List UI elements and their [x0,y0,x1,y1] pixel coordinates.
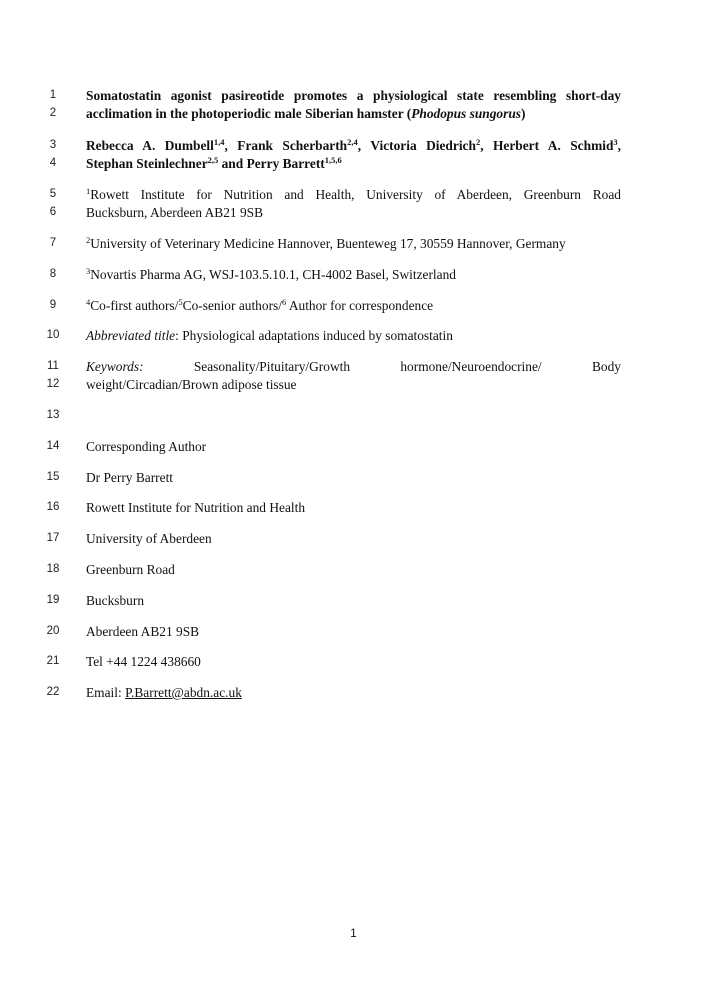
affiliation-1-line-1: $^1$Rowett Institute for Nutrition and Health, University of Aberdeen, Greenburn Road [86,186,621,202]
email-link[interactable]: P.Barrett@abdn.ac.uk [125,685,242,700]
line-number: 14 [46,440,60,452]
line-number: 1 [49,89,57,101]
title-line-1: Somatostatin agonist pasireotide promotes a physiological state resembling short-day [86,88,621,103]
line-number: 18 [46,563,60,575]
line-number: 19 [46,594,60,606]
abbreviated-title: Abbreviated title: Physiological adaptations induced by somatostatin [86,328,453,343]
author-name: Stephan Steinlechner [86,156,208,171]
correspondent-institute: Rowett Institute for Nutrition and Health [86,500,306,515]
line-number: 15 [46,471,60,483]
keywords-label: Keywords: [86,359,144,374]
keywords-line-2: weight/Circadian/Brown adipose tissue [86,377,297,392]
line-number: 2 [49,107,57,119]
line-number: 8 [49,268,57,280]
line-number: 6 [49,206,57,218]
species-name: Phodopus sungorus [411,106,521,121]
line-number: 21 [46,655,60,667]
author-name: Victoria Diedrich [370,138,476,153]
correspondent-name: Dr Perry Barrett [86,470,174,485]
correspondent-street: Greenburn Road [86,562,175,577]
page-number: 1 [350,928,357,940]
corresponding-author-heading: Corresponding Author [86,439,207,454]
affiliation-2: $^2$University of Veterinary Medicine Hannover, Buenteweg 17, 30559 Hannover, Germany [86,235,566,251]
line-number: 20 [46,625,60,637]
line-number: 3 [49,139,57,151]
line-number: 13 [46,409,60,421]
author-name: Frank Scherbarth [237,138,348,153]
line-number: 12 [46,378,60,390]
line-number: 9 [49,299,57,311]
correspondent-district: Bucksburn [86,593,145,608]
author-name: Perry Barrett [246,156,325,171]
line-number: 16 [46,501,60,513]
keywords-line-1: Keywords: Seasonality/Pituitary/Growth hormone/Neuroendocrine/ Body [86,359,621,374]
line-number: 10 [46,329,60,341]
line-number: 7 [49,237,57,249]
authors-line-2: Stephan Steinlechner$^{2,5}$ and Perry Barrett$^{1,5,6}$ [86,155,342,171]
author-name: Herbert A. Schmid [492,138,614,153]
correspondent-email-line: Email: P.Barrett@abdn.ac.uk [86,685,242,700]
line-number: 17 [46,532,60,544]
affiliation-1-line-2: Bucksburn, Aberdeen AB21 9SB [86,205,264,220]
author-notes: $^4$Co-first authors/$^5$Co-senior authors/$^6$ Author for correspondence [86,297,434,313]
correspondent-telephone: Tel +44 1224 438660 [86,654,201,669]
affiliation-3: $^3$Novartis Pharma AG, WSJ-103.5.10.1, CH-4002 Basel, Switzerland [86,266,456,282]
title-line-2: acclimation in the photoperiodic male Siberian hamster (Phodopus sungorus) [86,106,526,121]
correspondent-university: University of Aberdeen [86,531,212,546]
line-number: 22 [46,686,60,698]
line-number: 4 [49,157,57,169]
line-number: 5 [49,188,57,200]
correspondent-city: Aberdeen AB21 9SB [86,624,200,639]
author-name: Rebecca A. Dumbell [86,138,214,153]
line-number: 11 [47,360,59,372]
authors-line-1: Rebecca A. Dumbell$^{1,4}$, Frank Scherbarth$^{2,4}$, Victoria Diedrich$^2$, Herbert A. Schmid$^3$, [86,137,621,153]
